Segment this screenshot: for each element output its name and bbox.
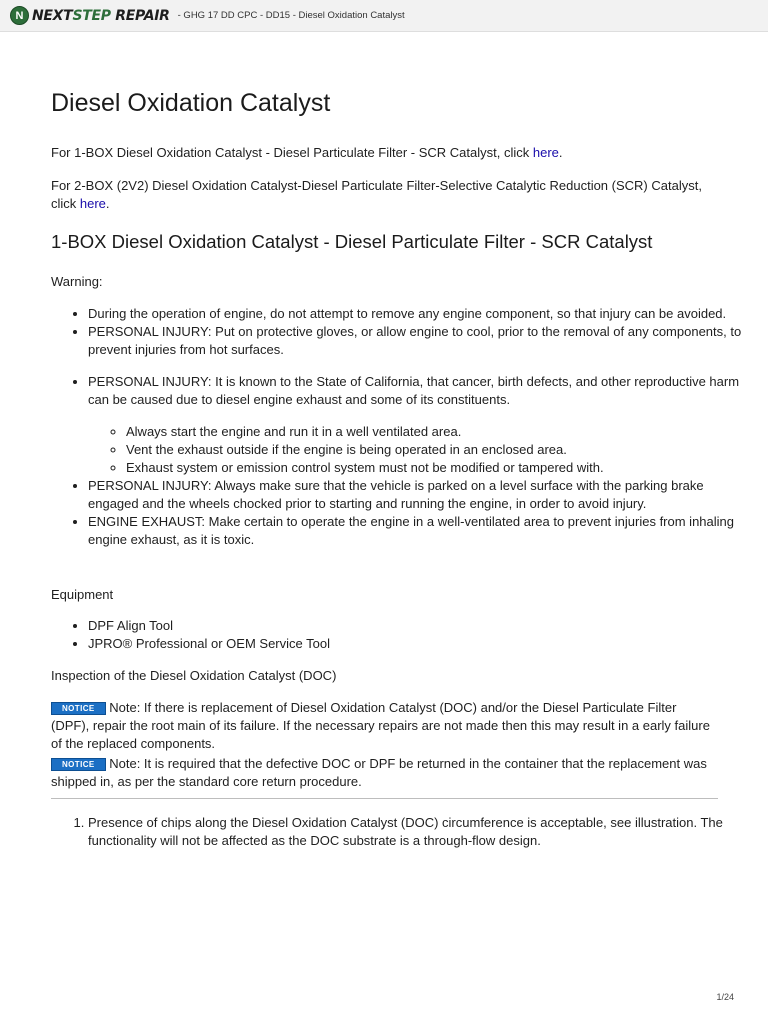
nextstep-logo-icon: N xyxy=(10,6,29,25)
intro-2box-end: . xyxy=(105,196,110,211)
notice-text: Note: If there is replacement of Diesel Oxidation Catalyst (DOC) and/or the Diesel Particulate Filter (DPF), repair the root main of its failure. If the necessary repairs are not made then this may result in a early failure of the replaced components. xyxy=(51,700,710,751)
inspection-label: Inspection of the Diesel Oxidation Catalyst (DOC) xyxy=(51,668,337,683)
equipment-list xyxy=(51,617,755,653)
warning-list xyxy=(51,305,755,549)
section-divider xyxy=(51,798,718,799)
logo-part-next: NEXT xyxy=(32,7,73,24)
warning-item: • ENGINE EXHAUST: Make certain to operate the engine in a well-ventilated area to prevent injuries from inhaling engine exhaust, as it is toxic. xyxy=(88,513,755,549)
notice-badge: NOTICE xyxy=(51,758,106,771)
notice-text: Note: It is required that the defective DOC or DPF be returned in the container that the replacement was shipped in, as per the standard core return procedure. xyxy=(51,756,707,789)
warning-item: • PERSONAL INJURY: Put on protective gloves, or allow engine to cool, prior to the removal of any components, to prevent injuries from hot surfaces. xyxy=(88,323,755,359)
notice-badge: NOTICE xyxy=(51,702,106,715)
page-title: Diesel Oxidation Catalyst xyxy=(51,89,331,117)
equipment-label: Equipment xyxy=(51,587,114,602)
sub-warning-item: ◦ Always start the engine and run it in a well ventilated area. xyxy=(126,423,755,441)
link-2box-here[interactable]: here xyxy=(79,196,106,211)
intro-2box-paragraph xyxy=(51,177,718,213)
warning-label: Warning: xyxy=(51,274,103,289)
logo-part-step: STEP xyxy=(72,7,111,24)
brand-logo[interactable] xyxy=(32,8,170,24)
equipment-item: • DPF Align Tool xyxy=(88,617,755,635)
link-1box-here[interactable]: here xyxy=(532,145,559,160)
page-header xyxy=(0,0,768,32)
sub-warning-item: ◦ Vent the exhaust outside if the engine is being operated in an enclosed area. xyxy=(126,441,755,459)
warning-item: • During the operation of engine, do not attempt to remove any engine component, so that injury can be avoided. xyxy=(88,305,755,323)
procedure-step: 1. Presence of chips along the Diesel Oxidation Catalyst (DOC) circumference is acceptable, see illustration. The functionality will not be affected as the DOC substrate is a through-flow design. xyxy=(88,814,755,850)
breadcrumb: - GHG 17 DD CPC - DD15 - Diesel Oxidation Catalyst xyxy=(177,10,405,21)
notice-paragraph xyxy=(51,755,718,791)
intro-2box-text: For 2-BOX (2V2) Diesel Oxidation Catalyst-Diesel Particulate Filter-Selective Catalytic Reduction (SCR) Catalyst, click xyxy=(51,178,702,211)
sub-warning-item: ◦ Exhaust system or emission control system must not be modified or tampered with. xyxy=(126,459,755,477)
warning-item xyxy=(88,373,755,477)
section-title-1box: 1-BOX Diesel Oxidation Catalyst - Diesel Particulate Filter - SCR Catalyst xyxy=(51,231,653,252)
logo-part-repair: REPAIR xyxy=(110,7,170,24)
procedure-steps xyxy=(51,814,755,850)
intro-1box-paragraph xyxy=(51,144,718,162)
page-number: 1/24 xyxy=(716,992,734,1002)
warning-item: • PERSONAL INJURY: Always make sure that the vehicle is parked on a level surface with the parking brake engaged and the wheels chocked prior to starting and running the engine, in order to avoid injury. xyxy=(88,477,755,513)
warning-sublist xyxy=(88,423,755,477)
intro-1box-text: For 1-BOX Diesel Oxidation Catalyst - Diesel Particulate Filter - SCR Catalyst, click xyxy=(51,145,533,160)
equipment-item: • JPRO® Professional or OEM Service Tool xyxy=(88,635,755,653)
intro-1box-end: . xyxy=(558,145,563,160)
warning-item-text: PERSONAL INJURY: It is known to the State of California, that cancer, birth defects, and other reproductive harm can be caused due to diesel engine exhaust and some of its constituents. xyxy=(88,374,740,407)
notice-paragraph xyxy=(51,699,718,753)
